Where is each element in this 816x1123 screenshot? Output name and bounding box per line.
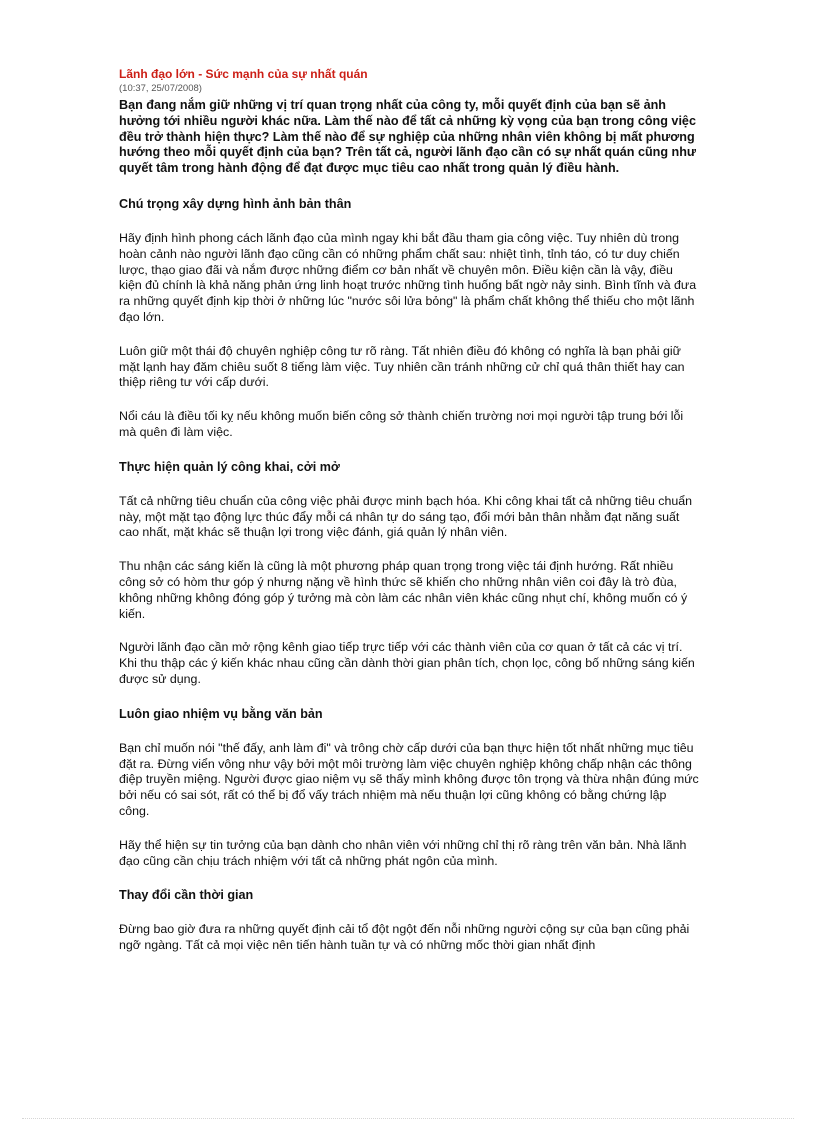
paragraph: Hãy định hình phong cách lãnh đạo của mình ngay khi bắt đầu tham gia công việc. Tuy nhiên dù trong hoàn cảnh nào người lãnh đạo cũng cần có những phẩm chất sau: nhiệt tình, tỉnh táo, có tư duy chiến lược, thạo giao đãi và nắm được những điểm cơ bản nhất về chuyên môn. Điều kiện cần là vậy, điều kiện đủ chính là khả năng phản ứng linh hoạt trước những tình huống bất ngờ nảy sinh. Bình tĩnh và đưa ra những quyết định kịp thời ở những lúc "nước sôi lửa bỏng" là phẩm chất không thể thiếu cho một lãnh đạo lớn.: [119, 230, 697, 324]
section-3: [119, 706, 699, 870]
section-heading: Thay đổi cần thời gian: [119, 888, 254, 903]
section-2: [119, 459, 699, 688]
paragraph: Người lãnh đạo cần mở rộng kênh giao tiếp trực tiếp với các thành viên của cơ quan ở tất cả các vị trí. Khi thu thập các ý kiến khác nhau cũng cần dành thời gian phân tích, chọn lọc, công bố những sáng kiến được sử dụng.: [119, 640, 695, 686]
section-heading: Thực hiện quản lý công khai, cởi mở: [119, 459, 340, 474]
paragraph: Thu nhận các sáng kiến là cũng là một phương pháp quan trọng trong việc tái định hướng. Rất nhiều công sở có hòm thư góp ý nhưng nặng về hình thức sẽ khiến cho những nhân viên coi đây là trò đùa, không những không đóng góp ý tưởng mà còn làm các nhân viên khác cũng nhụt chí, không muốn có ý kiến.: [119, 559, 688, 621]
article: [119, 66, 699, 972]
page-bottom-divider: [22, 1118, 794, 1119]
paragraph: Nổi cáu là điều tối kỵ nếu không muốn biến công sở thành chiến trường nơi mọi người tập trung bới lỗi mà quên đi làm việc.: [119, 409, 684, 439]
article-lead: Bạn đang nắm giữ những vị trí quan trọng nhất của công ty, mỗi quyết định của bạn sẽ ảnh hưởng tới nhiều người khác nữa. Làm thế nào để tất cả những kỳ vọng của bạn trong công việc đều trở thành hiện thực? Làm thế nào để sự nghiệp của những nhân viên không bị mất phương hướng theo mỗi quyết định của bạn? Trên tất cả, người lãnh đạo cần có sự nhất quán cũng như quyết tâm trong hành động để đạt được mục tiêu cao nhất trong quản lý điều hành.: [119, 98, 697, 176]
paragraph: Luôn giữ một thái độ chuyên nghiệp công tư rõ ràng. Tất nhiên điều đó không có nghĩa là bạn phải giữ mặt lạnh hay đăm chiêu suốt 8 tiếng làm việc. Tuy nhiên cần tránh những cử chỉ quá thân thiết hay can thiệp riêng tư với cấp dưới.: [119, 343, 685, 390]
section-4: [119, 887, 699, 954]
paragraph: Bạn chỉ muốn nói "thế đấy, anh làm đi" và trông chờ cấp dưới của bạn thực hiện tốt nhất những mục tiêu đặt ra. Đừng viển vông như vậy bởi một môi trường làm việc chuyên nghiệp không chấp nhận các thông điệp truyền miệng. Người được giao niệm vụ sẽ thấy mình không được tôn trọng và thừa nhận đúng mức bởi nếu có sai sót, rất có thể bị đổ vấy trách nhiệm mà nếu thuận lợi cũng không có bằng chứng lập công.: [119, 740, 699, 818]
section-heading: Chú trọng xây dựng hình ảnh bản thân: [119, 196, 352, 211]
article-timestamp: (10:37, 25/07/2008): [119, 83, 202, 94]
section-1: [119, 196, 699, 441]
paragraph: Đừng bao giờ đưa ra những quyết định cải tổ đột ngột đến nỗi những người cộng sự của bạn cũng phải ngỡ ngàng. Tất cả mọi việc nên tiến hành tuần tự và có những mốc thời gian nhất định: [119, 922, 690, 953]
article-title: Lãnh đạo lớn - Sức mạnh của sự nhất quán: [119, 67, 368, 81]
paragraph: Tất cả những tiêu chuẩn của công việc phải được minh bạch hóa. Khi công khai tất cả những tiêu chuẩn này, một mặt tạo động lực thúc đẩy mỗi cá nhân tự do sáng tạo, đổi mới bản thân nhằm đạt năng suất cao nhất, mặt khác sẽ thuận lợi trong việc đánh, giá quản lý nhân viên.: [119, 493, 693, 540]
paragraph: Hãy thể hiện sự tin tưởng của bạn dành cho nhân viên với những chỉ thị rõ ràng trên văn bản. Nhà lãnh đạo cũng cần chịu trách nhiệm với tất cả những phát ngôn của mình.: [119, 837, 687, 868]
section-heading: Luôn giao nhiệm vụ bằng văn bản: [119, 706, 323, 721]
